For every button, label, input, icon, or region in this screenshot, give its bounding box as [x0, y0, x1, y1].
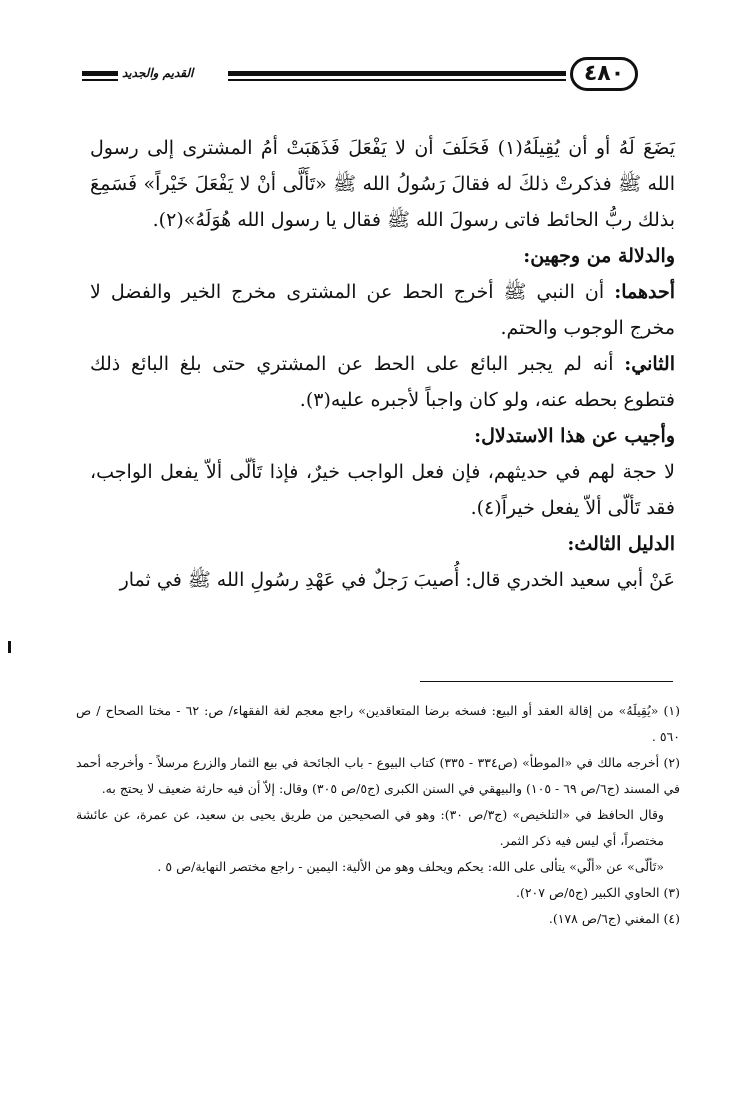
first-label: أحدهما: [614, 281, 675, 303]
footnote-1: (١) «يُقِيلَهُ» من إقالة العقد أو البيع: فسخه برضا المتعاقدين» راجع معجم لغة الفقهاء/ ص: ٦٢ - مختا الصحاح / ص ٥٦٠ . [76, 703, 680, 744]
page-header [70, 56, 700, 100]
footnote-rule [420, 681, 673, 682]
first-argument [90, 274, 675, 346]
response-paragraph: لا حجة لهم في حديثهم، فإن فعل الواجب خيرٌ، فإذا تَألّى ألاّ يفعل الواجب، فقد تَألّى ألاّ يفعل خيراً(٤). [90, 461, 675, 519]
response-heading: وأجيب عن هذا الاستدلال: [474, 425, 675, 447]
third-evidence-text: عَنْ أبي سعيد الخدري قال: أُصيبَ رَجلٌ في عَهْدِ رسُولِ الله ﷺ في ثمار [119, 569, 675, 591]
footnote-2-continued: وقال الحافظ في «التلخيص» (ج٣/ص ٣٠): وهو في الصحيحين من طريق يحيى بن سعيد، عن عمرة، عن عائشة مختصراً، أي ليس فيه ذكر الثمر. [76, 807, 664, 848]
second-argument [90, 346, 675, 418]
margin-mark [8, 641, 11, 653]
hadith-paragraph: يَضَعَ لَهُ أو أن يُقِيلَهُ(١) فَحَلَفَ أن لا يَفْعَلَ فَذَهَبَتْ أمُ المشترى إلى رسول الله ﷺ فذكرتْ ذلكَ له فقالَ رَسُولُ الله ﷺ «تَأَلَّى أنْ لا يَفْعَلَ خَيْراً» فَسَمِعَ بذلك ربُّ الحائط فاتى رسولَ الله ﷺ فقال يا رسول الله هُوَلَهُ»(٢). [90, 137, 675, 231]
header-rule-main [228, 71, 566, 76]
header-rule-main-thin [228, 79, 566, 81]
section-heading: والدلالة من وجهين: [523, 245, 675, 267]
header-rule-left-thin [82, 79, 118, 81]
footnotes [76, 698, 680, 932]
second-text: أنه لم يجبر البائع على الحط عن المشتري حتى بلغ البائع ذلك فتطوع بحطه عنه، ولو كان واجباً لأجبره عليه(٣). [90, 353, 675, 411]
footnote-4: (٤) المغني (ج٦/ص ١٧٨). [548, 911, 680, 926]
first-text: أن النبي ﷺ أخرج الحط عن المشترى مخرج الخير والفضل لا مخرج الوجوب والحتم. [90, 281, 675, 339]
third-evidence-heading: الدليل الثالث: [567, 533, 675, 555]
running-title: القديم والجديد [122, 66, 194, 80]
footnote-2-definition: «تَألّى» عن «ألّي» يتألى على الله: يحكم ويحلف وهو من الألية: اليمين - راجع مختصر النهاية/ص ٥ . [157, 859, 664, 874]
header-rule-left [82, 71, 118, 76]
second-label: الثاني: [624, 353, 675, 375]
page-number: ٤٨٠ [570, 57, 638, 91]
footnote-3: (٣) الحاوي الكبير (ج٥/ص ٢٠٧). [515, 885, 680, 900]
footnote-2: (٢) أخرجه مالك في «الموطأ» (ص٣٣٤ - ٣٣٥) كتاب البيوع - باب الجائحة في بيع الثمار والزرع مرسلاً - وأخرجه أحمد في المسند (ج٦/ص ٦٩ - ١٠٥) والبيهقي في السنن الكبرى (ج٥/ص ٣٠٥) وقال: إلاّ أن فيه حارثة ضعيف لا يحتج به. [76, 755, 680, 796]
main-text [90, 130, 675, 598]
